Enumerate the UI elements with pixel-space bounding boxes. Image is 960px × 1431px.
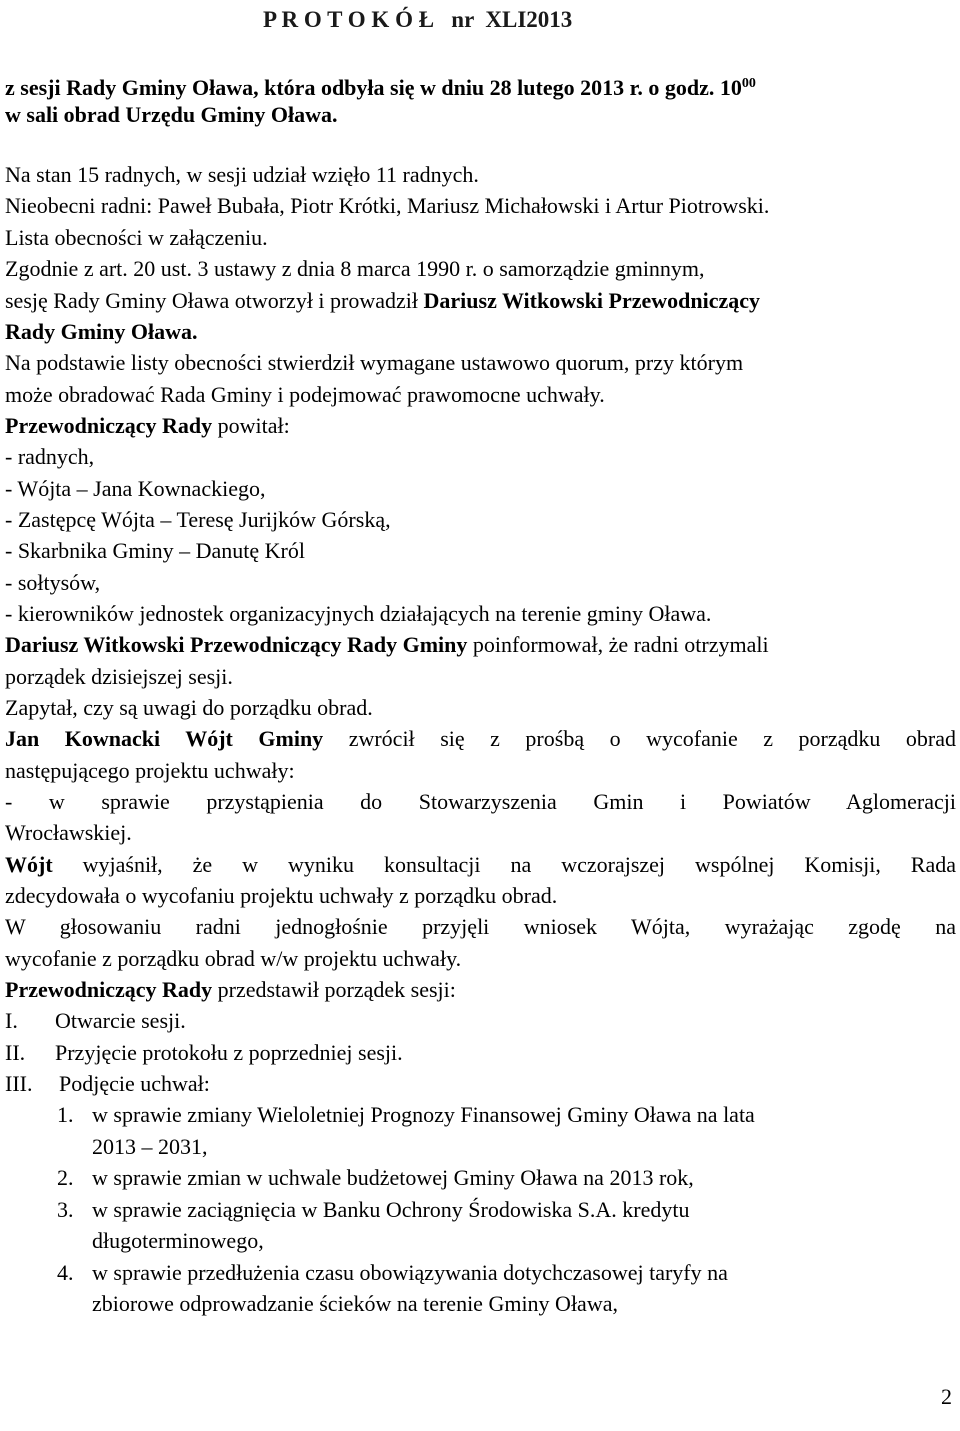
legal-basis-line-1: Zgodnie z art. 20 ust. 3 ustawy z dnia 8 marca 1990 r. o samorządzie gminnym, [5, 256, 705, 281]
mayor-name: Jan Kownacki Wójt Gminy [5, 726, 324, 751]
inform-line-1 [5, 629, 769, 660]
resolution-text: w sprawie zmiany Wieloletniej Prognozy Finansowej Gminy Oława na lata [92, 1102, 755, 1127]
chairman-name: Dariusz Witkowski Przewodniczący [423, 288, 761, 313]
mayor-request-line-1 [5, 723, 956, 754]
resolution-text: zbiorowe odprowadzanie ścieków na terenie Gminy Oława, [92, 1291, 618, 1316]
resolution-text: długoterminowego, [92, 1228, 264, 1253]
agenda-item [5, 1005, 186, 1036]
mayor-explain-line-2: zdecydowała o wycofaniu projektu uchwały z porządku obrad. [5, 883, 558, 908]
session-header-line [5, 68, 756, 103]
mayor-explain-line-1 [5, 849, 956, 880]
inform-text: poinformował, że radni otrzymali [467, 632, 769, 657]
resolution-number: 2. [57, 1165, 74, 1190]
agenda-item-number: I. [5, 1008, 18, 1033]
legal-basis-line-3: Rady Gminy Oława. [5, 319, 198, 344]
resolution-number: 4. [57, 1260, 74, 1285]
absent-councillors: Nieobecni radni: Paweł Bubała, Piotr Krótki, Mariusz Michałowski i Artur Piotrowski. [5, 193, 770, 218]
greeting-verb: powitał: [212, 413, 290, 438]
agenda-intro [5, 974, 456, 1005]
asked-line: Zapytał, czy są uwagi do porządku obrad. [5, 695, 373, 720]
greeting-item: - Wójta – Jana Kownackiego, [5, 476, 266, 501]
inform-line-2: porządek dzisiejszej sesji. [5, 664, 233, 689]
withdrawn-item-line-1: - w sprawie przystąpienia do Stowarzyszenia Gmin i Powiatów Aglomeracji [5, 789, 956, 814]
agenda-item-text: Przyjęcie protokołu z poprzedniej sesji. [55, 1040, 403, 1065]
agenda-item-number: III. [5, 1071, 33, 1096]
quorum-line-2: może obradować Rada Gminy i podejmować prawomocne uchwały. [5, 382, 605, 407]
resolution-text: w sprawie przedłużenia czasu obowiązywania dotychczasowej taryfy na [92, 1260, 728, 1285]
agenda-item-number: II. [5, 1040, 26, 1065]
agenda-speaker: Przewodniczący Rady [5, 977, 213, 1002]
greeting-intro [5, 410, 290, 441]
attendance-list-note: Lista obecności w załączeniu. [5, 225, 268, 250]
agenda-item [5, 1068, 210, 1099]
legal-basis-text: sesję Rady Gminy Oława otworzył i prowadził [5, 288, 424, 313]
mayor-request-text: zwrócił się z prośbą o wycofanie z porządku obrad [323, 726, 957, 751]
greeting-item: - kierowników jednostek organizacyjnych działających na terenie gminy Oława. [5, 601, 712, 626]
resolution-text: 2013 – 2031, [92, 1134, 208, 1159]
mayor-title: Wójt [5, 852, 53, 877]
agenda-item [5, 1037, 403, 1068]
agenda-intro-text: przedstawił porządek sesji: [212, 977, 456, 1002]
mayor-request-line-2: następującego projektu uchwały: [5, 758, 295, 783]
agenda-item-text: Otwarcie sesji. [55, 1008, 186, 1033]
greeting-item: - Skarbnika Gminy – Danutę Król [5, 538, 305, 563]
agenda-item-text: Podjęcie uchwał: [59, 1071, 210, 1096]
resolution-text: w sprawie zmian w uchwale budżetowej Gminy Oława na 2013 rok, [92, 1165, 694, 1190]
quorum-line-1: Na podstawie listy obecności stwierdził wymagane ustawowo quorum, przy którym [5, 350, 744, 375]
withdrawn-item-line-2: Wrocławskiej. [5, 820, 132, 845]
legal-basis-line-2 [5, 285, 760, 316]
resolution-text: w sprawie zaciągnięcia w Banku Ochrony Środowiska S.A. kredytu [92, 1197, 690, 1222]
greeting-item: - Zastępcę Wójta – Teresę Jurijków Górską, [5, 507, 391, 532]
attendance-text: Na stan 15 radnych, w sesji udział wzięło 11 radnych. [5, 162, 479, 187]
greeting-item: - radnych, [5, 444, 95, 469]
mayor-explain-text: wyjaśnił, że w wyniku konsultacji na wczorajszej wspólnej Komisji, Rada [52, 852, 956, 877]
greeting-item: - sołtysów, [5, 570, 101, 595]
session-hour-sup: 00 [741, 76, 756, 91]
resolution-number: 1. [57, 1102, 74, 1127]
page-number: 2 [941, 1384, 952, 1409]
inform-speaker: Dariusz Witkowski Przewodniczący Rady Gminy [5, 632, 468, 657]
session-header-text: z sesji Rady Gminy Oława, która odbyła się w dniu 28 lutego 2013 r. o godz. 10 [5, 75, 742, 100]
protocol-title: P R O T O K Ó Ł nr XLI2013 [263, 7, 573, 32]
vote-line-2: wycofanie z porządku obrad w/w projektu uchwały. [5, 946, 462, 971]
session-location: w sali obrad Urzędu Gminy Oława. [5, 102, 338, 127]
greeting-speaker: Przewodniczący Rady [5, 413, 213, 438]
vote-line-1: W głosowaniu radni jednogłośnie przyjęli wniosek Wójta, wyrażając zgodę na [5, 914, 956, 939]
resolution-number: 3. [57, 1197, 74, 1222]
